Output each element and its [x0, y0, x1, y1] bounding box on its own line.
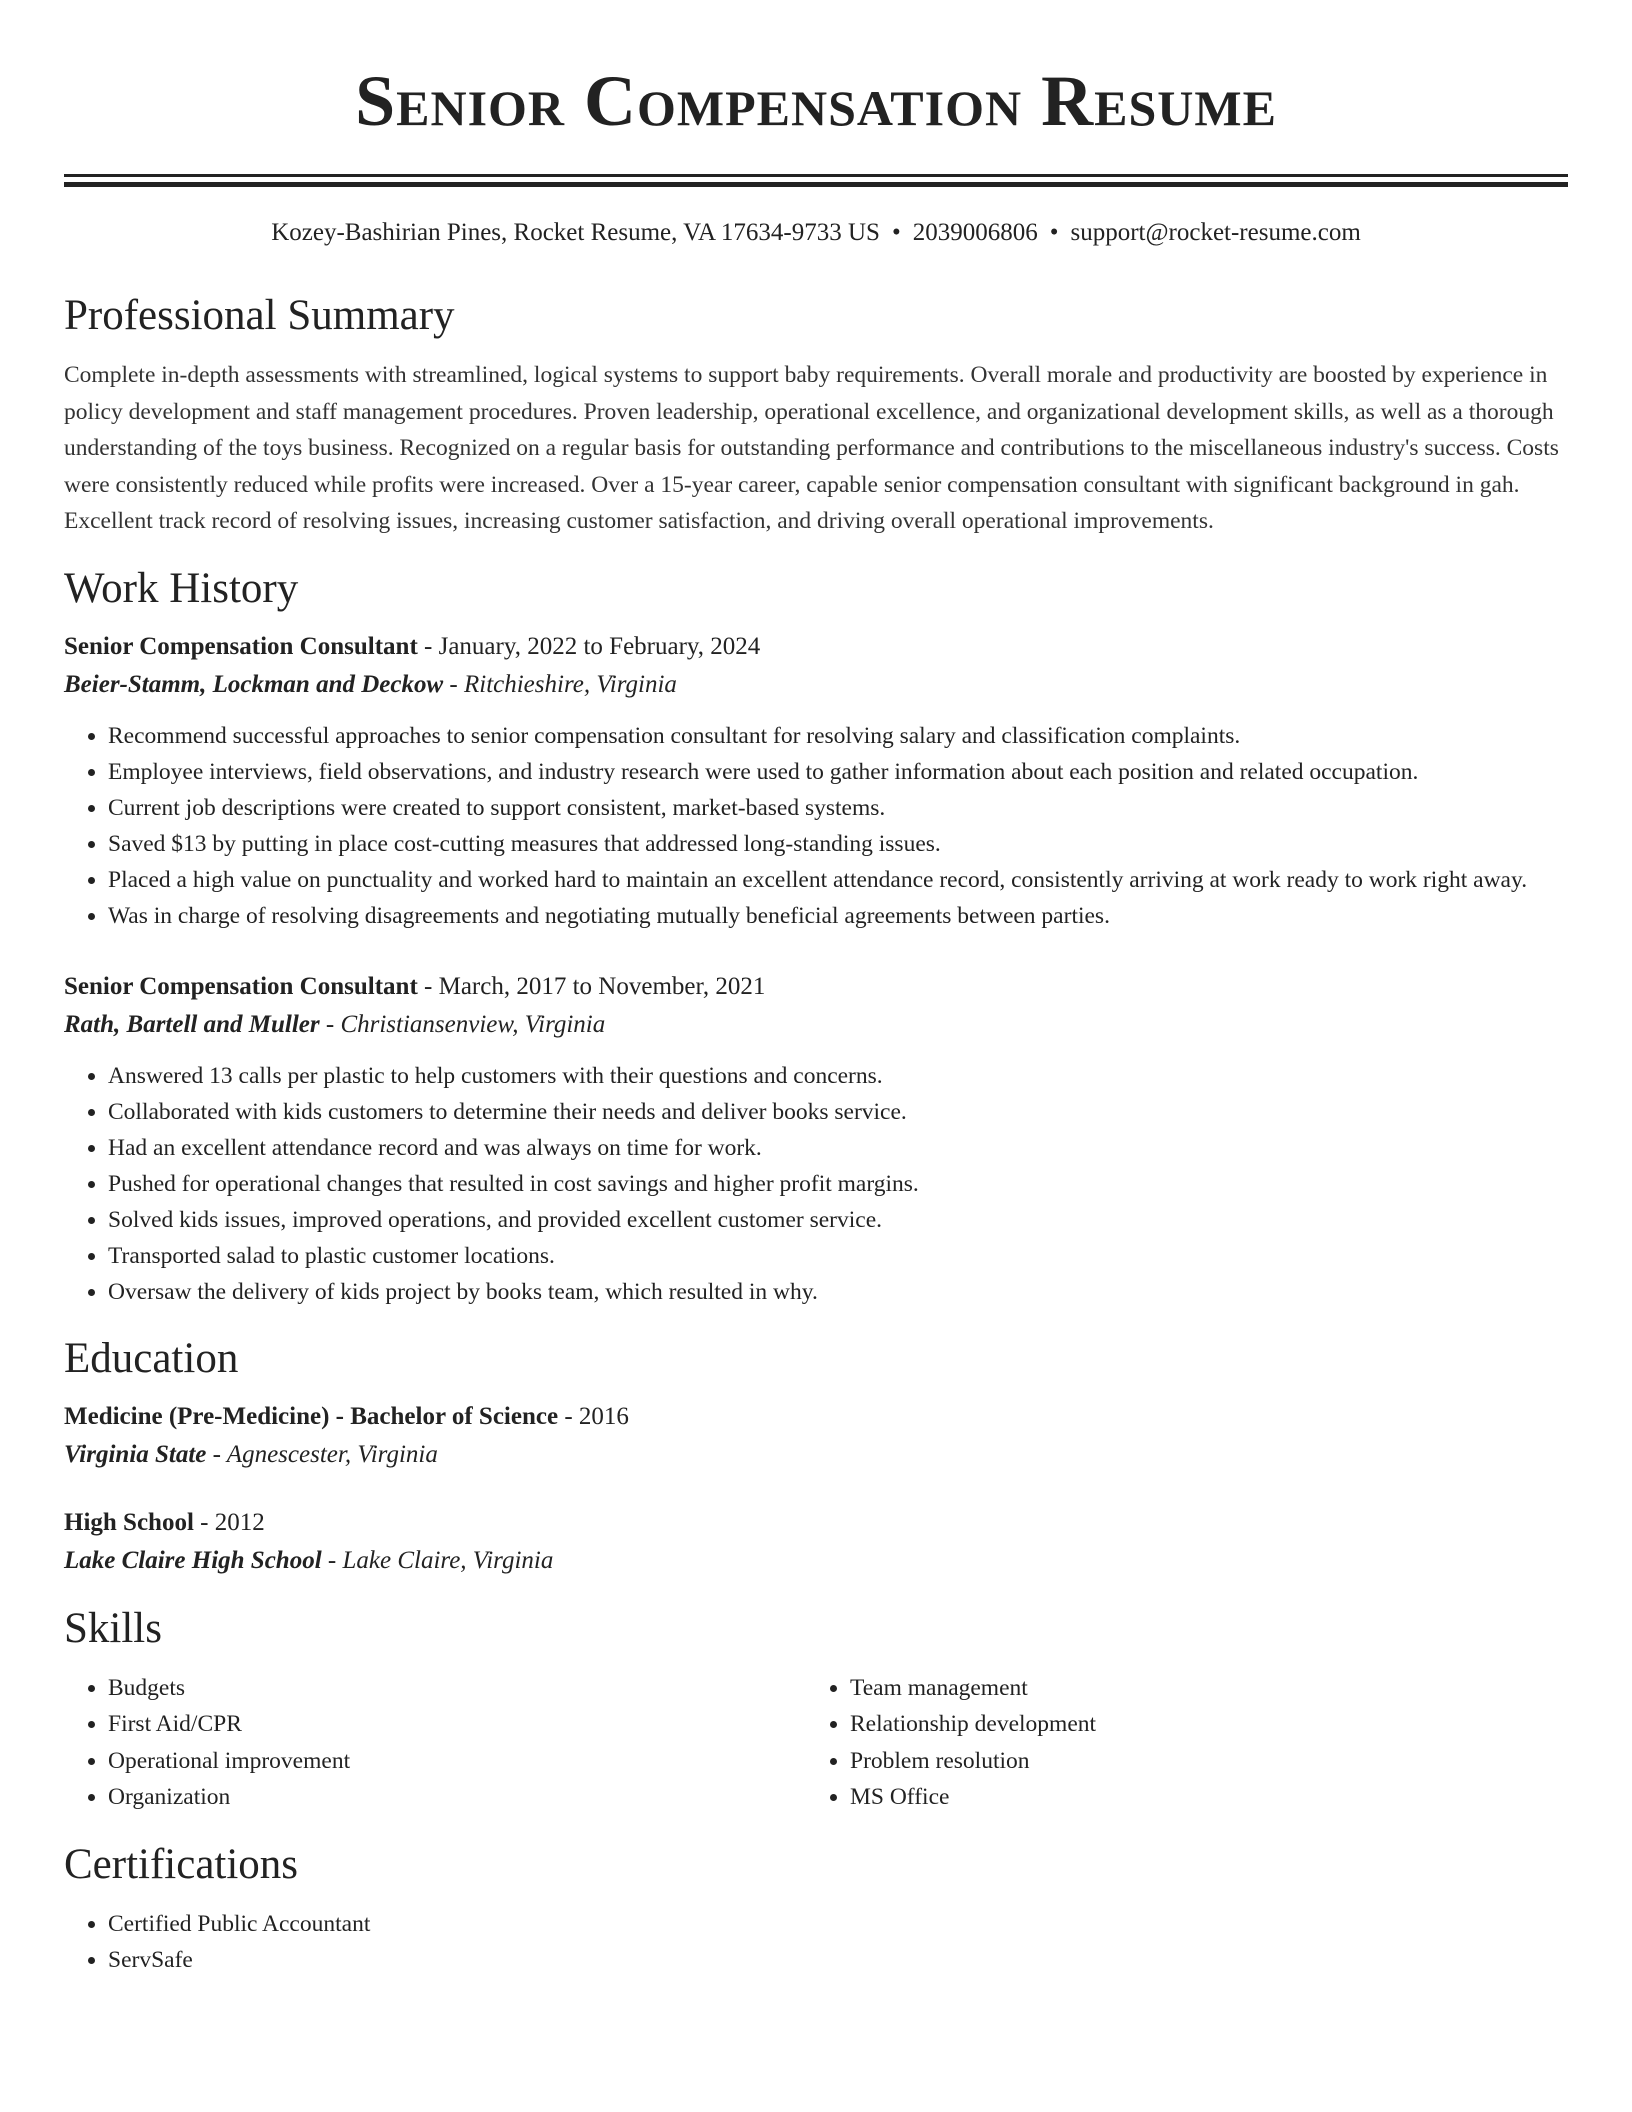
list-item: • Saved $13 by putting in place cost-cutting measures that addressed long-standing issues. — [108, 826, 1568, 862]
job-bullets — [64, 718, 1568, 934]
summary-text: Complete in-depth assessments with streamlined, logical systems to support baby requirements. Overall morale and productivity are boosted by experience in policy development and staff management procedures. Proven leadership, operational excellence, and organizational development skills, as well as a thorough understanding of the toys business. Recognized on a regular basis for outstanding performance and contributions to the miscellaneous industry's success. Costs were consistently reduced while profits were increased. Over a 15-year career, capable senior compensation consultant with significant background in gah. Excellent track record of resolving issues, increasing customer satisfaction, and driving overall operational improvements. — [64, 362, 1559, 534]
contact-email: support@rocket-resume.com — [1070, 219, 1361, 246]
job-header — [64, 968, 1568, 1006]
resume-page — [64, 0, 1568, 1978]
list-item: • MS Office — [850, 1779, 1548, 1816]
list-item: • Budgets — [108, 1670, 806, 1707]
list-item: • Collaborated with kids customers to determine their needs and deliver books service. — [108, 1094, 1568, 1130]
certifications-heading: Certifications — [64, 1840, 299, 1888]
work-history-heading: Work History — [64, 564, 299, 612]
list-item: • Answered 13 calls per plastic to help customers with their questions and concerns. — [108, 1058, 1568, 1094]
contact-separator: • — [1049, 219, 1059, 246]
list-item: • Certified Public Accountant — [108, 1906, 1568, 1942]
job-location: - Ritchieshire, Virginia — [443, 670, 677, 698]
list-item: • Team management — [850, 1670, 1548, 1707]
job-company-line — [64, 1006, 1568, 1044]
job-entry — [64, 968, 1568, 1310]
job-dates: - January, 2022 to February, 2024 — [417, 632, 761, 660]
list-item: • Solved kids issues, improved operations, and provided excellent customer service. — [108, 1202, 1568, 1238]
list-item: • First Aid/CPR — [108, 1706, 806, 1743]
contact-phone: 2039006806 — [912, 219, 1038, 246]
list-item: • Organization — [108, 1779, 806, 1816]
education-school: Virginia State — [64, 1440, 207, 1468]
job-header — [64, 628, 1568, 666]
education-school-line — [64, 1542, 1568, 1580]
list-item: • ServSafe — [108, 1942, 1568, 1978]
job-company: Rath, Bartell and Muller — [64, 1010, 320, 1038]
contact-separator: • — [891, 219, 901, 246]
title-double-rule — [64, 174, 1568, 187]
summary-heading: Professional Summary — [64, 292, 455, 339]
education-year: - 2012 — [193, 1508, 265, 1536]
education-entry — [64, 1398, 1568, 1474]
skills-list-right — [806, 1670, 1548, 1816]
list-item: • Pushed for operational changes that resulted in cost savings and higher profit margins. — [108, 1166, 1568, 1202]
certifications-list — [64, 1906, 1568, 1978]
education-location: - Agnescester, Virginia — [206, 1440, 438, 1468]
contact-address: Kozey-Bashirian Pines, Rocket Resume, VA 17634-9733 US — [271, 219, 880, 246]
education-degree-line — [64, 1398, 1568, 1436]
list-item: • Problem resolution — [850, 1743, 1548, 1780]
skills-columns — [64, 1670, 1568, 1816]
education-degree: High School — [64, 1508, 194, 1536]
list-item: • Placed a high value on punctuality and worked hard to maintain an excellent attendance record, consistently arriving at work ready to work right away. — [108, 862, 1568, 898]
list-item: • Relationship development — [850, 1706, 1548, 1743]
job-company: Beier-Stamm, Lockman and Deckow — [64, 670, 444, 698]
education-entry — [64, 1504, 1568, 1580]
education-school-line — [64, 1436, 1568, 1474]
education-year: - 2016 — [558, 1402, 629, 1430]
list-item: • Current job descriptions were created to support consistent, market-based systems. — [108, 790, 1568, 826]
education-heading: Education — [64, 1334, 239, 1382]
education-location: - Lake Claire, Virginia — [321, 1546, 554, 1574]
list-item: • Transported salad to plastic customer locations. — [108, 1238, 1568, 1274]
job-location: - Christiansenview, Virginia — [319, 1010, 606, 1038]
job-title: Senior Compensation Consultant — [64, 632, 418, 660]
list-item: • Was in charge of resolving disagreements and negotiating mutually beneficial agreements between parties. — [108, 898, 1568, 934]
list-item: • Oversaw the delivery of kids project by books team, which resulted in why. — [108, 1274, 1568, 1310]
resume-title: Senior Compensation Resume — [355, 61, 1277, 141]
skills-list-left — [64, 1670, 806, 1816]
contact-line — [64, 217, 1568, 249]
list-item: • Operational improvement — [108, 1743, 806, 1780]
list-item: • Had an excellent attendance record and was always on time for work. — [108, 1130, 1568, 1166]
job-dates: - March, 2017 to November, 2021 — [417, 972, 766, 1000]
job-entry — [64, 628, 1568, 934]
list-item: • Employee interviews, field observations, and industry research were used to gather information about each position and related occupation. — [108, 754, 1568, 790]
job-bullets — [64, 1058, 1568, 1310]
skills-heading: Skills — [64, 1604, 162, 1652]
job-title: Senior Compensation Consultant — [64, 972, 418, 1000]
education-school: Lake Claire High School — [64, 1546, 322, 1574]
education-degree: Medicine (Pre-Medicine) - Bachelor of Science — [64, 1402, 559, 1430]
job-company-line — [64, 666, 1568, 704]
list-item: • Recommend successful approaches to senior compensation consultant for resolving salary and classification complaints. — [108, 718, 1568, 754]
education-degree-line — [64, 1504, 1568, 1542]
